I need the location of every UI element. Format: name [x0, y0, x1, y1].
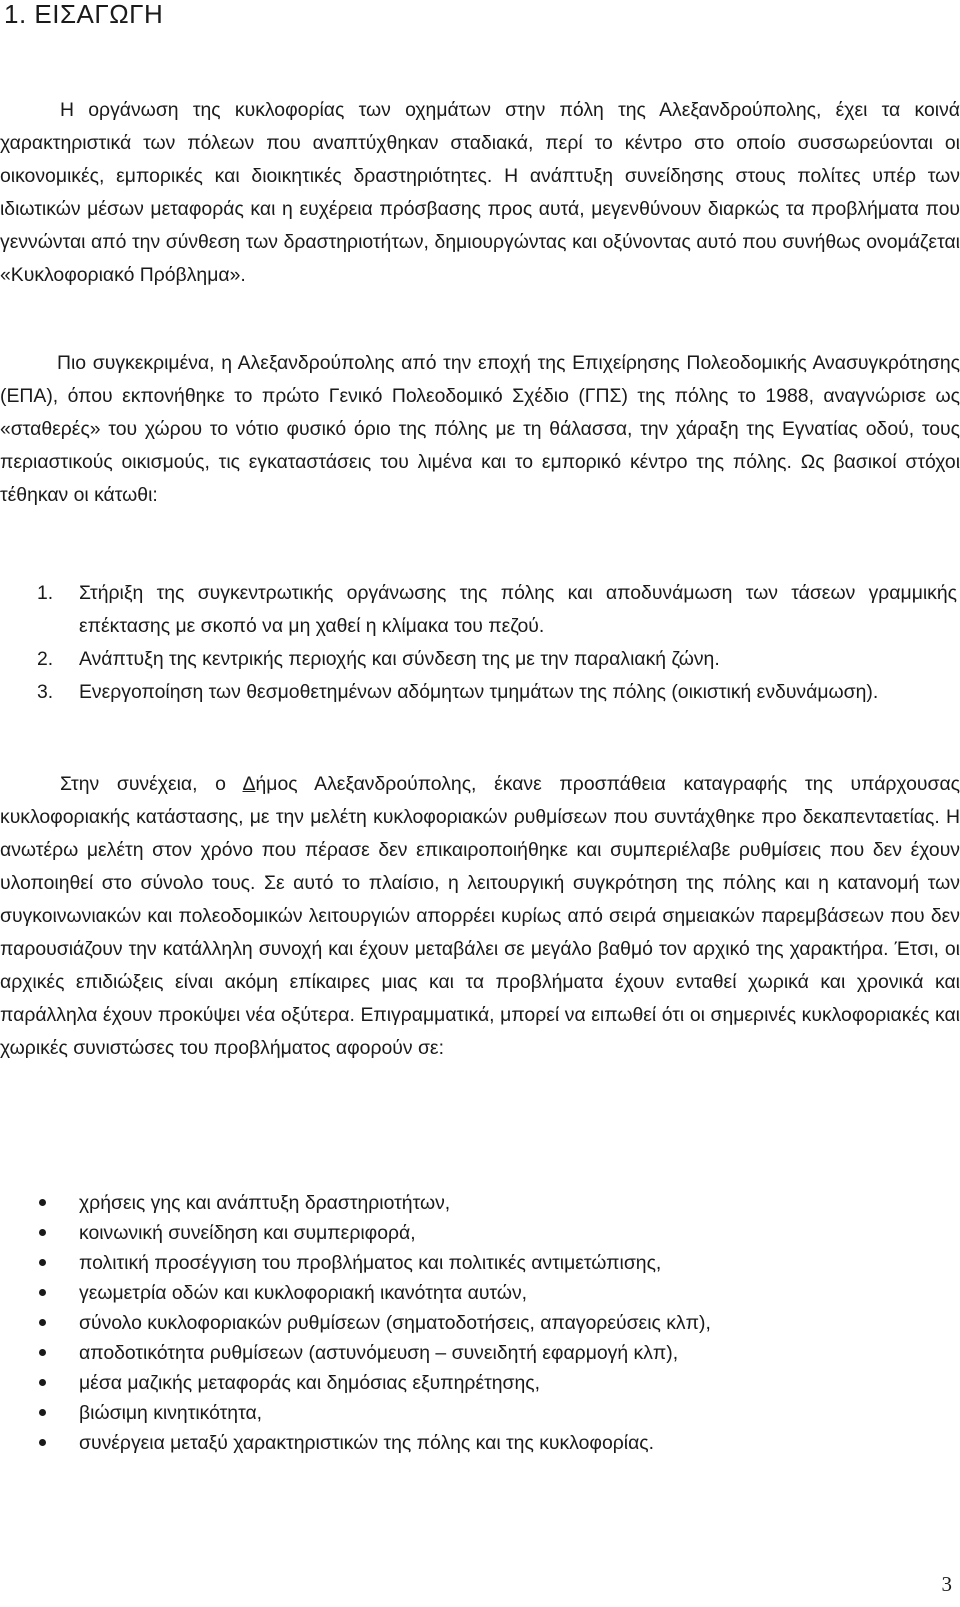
list-item: [37, 1398, 937, 1428]
intro-paragraph: Η οργάνωση της κυκλοφορίας των οχημάτων στην πόλη της Αλεξανδρούπολης, έχει τα κοινά χαρακτηριστικά των πόλεων που αναπτύχθηκαν σταδιακά, περί το κέντρο στο οποίο συσσωρεύονται οι οικονομικές, εμπορικές και διοικητικές δραστηριότητες. Η ανάπτυξη συνείδησης στους πολίτες υπέρ των ιδιωτικών μέσων μεταφοράς και η ευχέρεια πρόσβασης προς αυτά, μεγενθύνουν διαρκώς τα προβλήματα που γεννώνται από την σύνθεση των δραστηριοτήτων, δημιουργώντας και οξύνοντας αυτό που συνήθως ονομάζεται «Κυκλοφοριακό Πρόβλημα».: [0, 99, 960, 286]
underlined-letter: Δ: [242, 773, 256, 795]
bullet-icon: [39, 1229, 46, 1236]
list-item-text: αποδοτικότητα ρυθμίσεων (αστυνόμευση – συνειδητή εφαρμογή κλπ),: [79, 1342, 679, 1364]
bullet-icon: [39, 1379, 46, 1386]
continuation-paragraph: [0, 768, 960, 1065]
page-number: 3: [941, 1572, 952, 1596]
list-item: [37, 1188, 937, 1218]
list-item-text: Ενεργοποίηση των θεσμοθετημένων αδόμητων τμημάτων της πόλης (οικιστική ενδυνάμωση).: [79, 681, 879, 703]
components-list: [37, 1188, 937, 1458]
list-item: [37, 1338, 937, 1368]
list-item-text: κοινωνική συνείδηση και συμπεριφορά,: [79, 1222, 416, 1244]
bullet-icon: [39, 1439, 46, 1446]
list-item-text: πολιτική προσέγγιση του προβλήματος και πολιτικές αντιμετώπισης,: [79, 1252, 662, 1274]
list-item-text: βιώσιμη κινητικότητα,: [79, 1402, 263, 1424]
paragraph-text-rest: ήμος Αλεξανδρούπολης, έκανε προσπάθεια καταγραφής της υπάρχουσας κυκλοφοριακής κατάστασης, με την μελέτη κυκλοφοριακών ρυθμίσεων που συντάχθηκε προ δεκαπενταετίας. Η ανωτέρω μελέτη στον χρόνο που πέρασε δεν επικαιροποιήθηκε και συμπεριέλαβε ρυθμίσεις που δεν έχουν υλοποιηθεί στο σύνολο τους. Σε αυτό το πλαίσιο, η λειτουργική συγκρότηση της πόλης και η κατανομή των συγκοινωνιακών και πολεοδομικών λειτουργιών απορρέει κυρίως από σειρά σημειακών παρεμβάσεων που δεν παρουσιάζουν την κατάλληλη συνοχή και έχουν μεταβάλει σε μεγάλο βαθμό τον αρχικό της χαρακτήρα. Έτσι, οι αρχικές επιδιώξεις είναι ακόμη επίκαιρες μιας και τα προβλήματα έχουν ενταθεί χωρικά και χρονικά και παράλληλα έχουν προκύψει νέα οξύτερα. Επιγραμματικά, μπορεί να ειπωθεί ότι οι σημερινές κυκλοφοριακές και χωρικές συνιστώσες του προβλήματος αφορούν σε:: [0, 773, 960, 1059]
list-item-number: 3.: [37, 681, 54, 703]
list-item: [37, 1218, 937, 1248]
bullet-icon: [39, 1289, 46, 1296]
list-item: [37, 1368, 937, 1398]
list-item: [37, 643, 957, 676]
list-item-number: 2.: [37, 648, 54, 670]
list-item-number: 1.: [37, 582, 54, 604]
list-item: [37, 1248, 937, 1278]
list-item-text: Στήριξη της συγκεντρωτικής οργάνωσης της πόλης και αποδυνάμωση των τάσεων γραμμικής επέκτασης με σκοπό να μη χαθεί η κλίμακα του πεζού.: [79, 582, 957, 637]
list-item-text: μέσα μαζικής μεταφοράς και δημόσιας εξυπηρέτησης,: [79, 1372, 541, 1394]
bullet-icon: [39, 1409, 46, 1416]
list-item-text: Ανάπτυξη της κεντρικής περιοχής και σύνδεση της με την παραλιακή ζώνη.: [79, 648, 720, 670]
list-item: [37, 1278, 937, 1308]
paragraph-text-start: Στην συνέχεια, ο: [60, 773, 243, 795]
list-item-text: σύνολο κυκλοφοριακών ρυθμίσεων (σηματοδοτήσεις, απαγορεύσεις κλπ),: [79, 1312, 711, 1334]
list-item-text: χρήσεις γης και ανάπτυξη δραστηριοτήτων,: [79, 1192, 451, 1214]
list-item: [37, 577, 957, 643]
list-item-text: γεωμετρία οδών και κυκλοφοριακή ικανότητα αυτών,: [79, 1282, 528, 1304]
section-heading: 1. ΕΙΣΑΓΩΓΗ: [4, 0, 164, 29]
bullet-icon: [39, 1259, 46, 1266]
bullet-icon: [39, 1199, 46, 1206]
goals-list: [37, 577, 957, 709]
bullet-icon: [39, 1349, 46, 1356]
list-item-text: συνέργεια μεταξύ χαρακτηριστικών της πόλης και της κυκλοφορίας.: [79, 1432, 655, 1454]
bullet-icon: [39, 1319, 46, 1326]
list-item: [37, 676, 957, 709]
specifics-paragraph: Πιο συγκεκριμένα, η Αλεξανδρούπολης από την εποχή της Επιχείρησης Πολεοδομικής Ανασυγκρότησης (ΕΠΑ), όπου εκπονήθηκε το πρώτο Γενικό Πολεοδομικό Σχέδιο (ΓΠΣ) της πόλης το 1988, αναγνώρισε ως «σταθερές» του χώρου το νότιο φυσικό όριο της πόλης με τη θάλασσα, την χάραξη της Εγνατίας οδού, τους περιαστικούς οικισμούς, τις εγκαταστάσεις του λιμένα και το εμπορικό κέντρο της πόλης. Ως βασικοί στόχοι τέθηκαν οι κάτωθι:: [0, 352, 960, 506]
list-item: [37, 1308, 937, 1338]
list-item: [37, 1428, 937, 1458]
